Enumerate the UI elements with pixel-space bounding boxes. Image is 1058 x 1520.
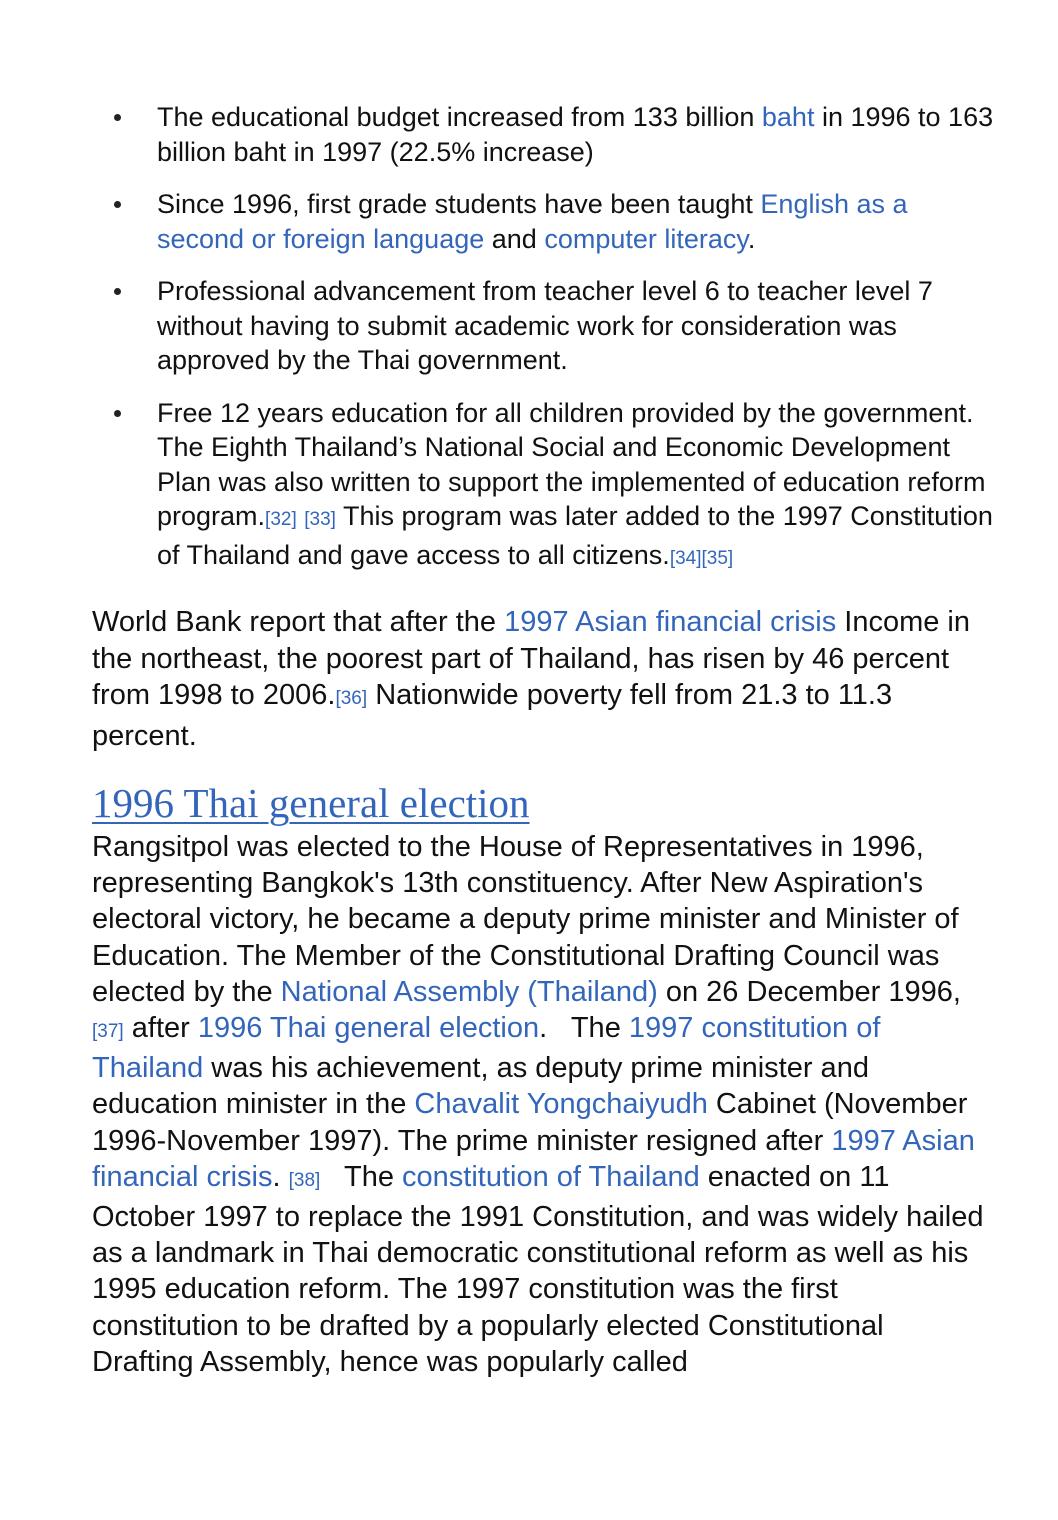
paragraph-text: Nationwide poverty fell from 21.3 to 11.3 percent.	[92, 679, 893, 752]
item-text: Since 1996, first grade students have been taught	[157, 189, 761, 219]
paragraph-text: Income in the northeast, the poorest part of Thailand, has risen by 46 percent from 1998 to 2006.	[92, 606, 970, 711]
link-1996-election[interactable]: 1996 Thai general election	[197, 1012, 540, 1045]
election-paragraph	[92, 829, 992, 1380]
bullet-icon	[114, 288, 121, 295]
paragraph-text: was his achievement, as deputy prime minister and education minister in the	[92, 1052, 869, 1121]
link-asian-financial-crisis-2[interactable]: 1997 Asian financial crisis	[92, 1124, 975, 1193]
item-text: The educational budget increased from 133 billion	[157, 102, 762, 132]
section-heading[interactable]: 1996 Thai general election	[92, 780, 530, 826]
paragraph-text: on 26 December 1996,	[657, 975, 961, 1008]
link-1997-constitution[interactable]: 1997 constitution of Thailand	[92, 1012, 881, 1085]
paragraph-text: enacted on 11 October 1997 to replace the 1991 Constitution, and was widely hailed as a landmark in Thai democratic constitutional reform as well as his 1995 education reform. The 1997 constitution was the first constitution to be drafted by a popularly elected Constitutional Drafting Assembly, hence was popularly called	[92, 1160, 984, 1378]
paragraph-text: World Bank report that after the	[92, 606, 505, 638]
citation-33[interactable]: [33]	[304, 509, 336, 530]
paragraph-text: Cabinet (November 1996-November 1997). The prime minister resigned after	[92, 1088, 968, 1157]
citation-32[interactable]: [32]	[265, 509, 297, 530]
paragraph-text: . The	[539, 1012, 629, 1045]
item-text: Professional advancement from teacher level 6 to teacher level 7 without having to submit academic work for consideration was approved by the Thai government.	[157, 276, 933, 375]
achievements-list	[0, 100, 1058, 576]
paragraph-text: The	[320, 1160, 403, 1193]
item-text: This program was later added to the 1997 Constitution of Thailand and gave access to all citizens.	[157, 501, 993, 570]
list-item	[0, 274, 1058, 378]
citation-35[interactable]: [35]	[701, 547, 734, 569]
list-item	[0, 396, 1058, 577]
link-english-second-language[interactable]: English as a second or foreign language	[157, 189, 908, 254]
citation-34[interactable]: [34]	[669, 547, 702, 569]
item-text: Free 12 years education for all children provided by the government. The Eighth Thailand’s National Social and Economic Development Plan was also written to support the implemented of education reform program.	[157, 397, 986, 531]
item-text: in 1996 to 163 billion baht in 1997 (22.5% increase)	[157, 102, 994, 167]
link-national-assembly[interactable]: National Assembly (Thailand)	[280, 975, 658, 1008]
item-text: .	[747, 223, 756, 254]
citation-36[interactable]: [36]	[335, 688, 368, 709]
paragraph-text: after	[123, 1012, 198, 1045]
paragraph-text: Rangsitpol was elected to the House of Representatives in 1996, representing Bangkok's 13th constituency. After New Aspiration's electoral victory, he became a deputy prime minister and Minister of Education. The Member of the Constitutional Drafting Council was elected by the	[92, 831, 959, 1008]
bullet-icon	[114, 410, 121, 417]
bullet-icon	[114, 201, 121, 208]
bullet-icon	[114, 114, 121, 121]
item-text: and	[484, 223, 545, 254]
citation-37[interactable]: [37]	[92, 1021, 124, 1043]
poverty-paragraph	[92, 604, 992, 754]
citation-38[interactable]: [38]	[288, 1169, 321, 1191]
list-item	[0, 100, 1058, 169]
list-item	[0, 187, 1058, 256]
paragraph-text: .	[272, 1160, 289, 1193]
link-constitution-of-thailand[interactable]: constitution of Thailand	[402, 1160, 700, 1193]
link-chavalit-yongchaiyudh[interactable]: Chavalit Yongchaiyudh	[414, 1088, 708, 1121]
link-computer-literacy[interactable]: computer literacy	[544, 223, 748, 254]
link-baht[interactable]: baht	[761, 102, 815, 132]
link-asian-financial-crisis[interactable]: 1997 Asian financial crisis	[504, 606, 837, 638]
